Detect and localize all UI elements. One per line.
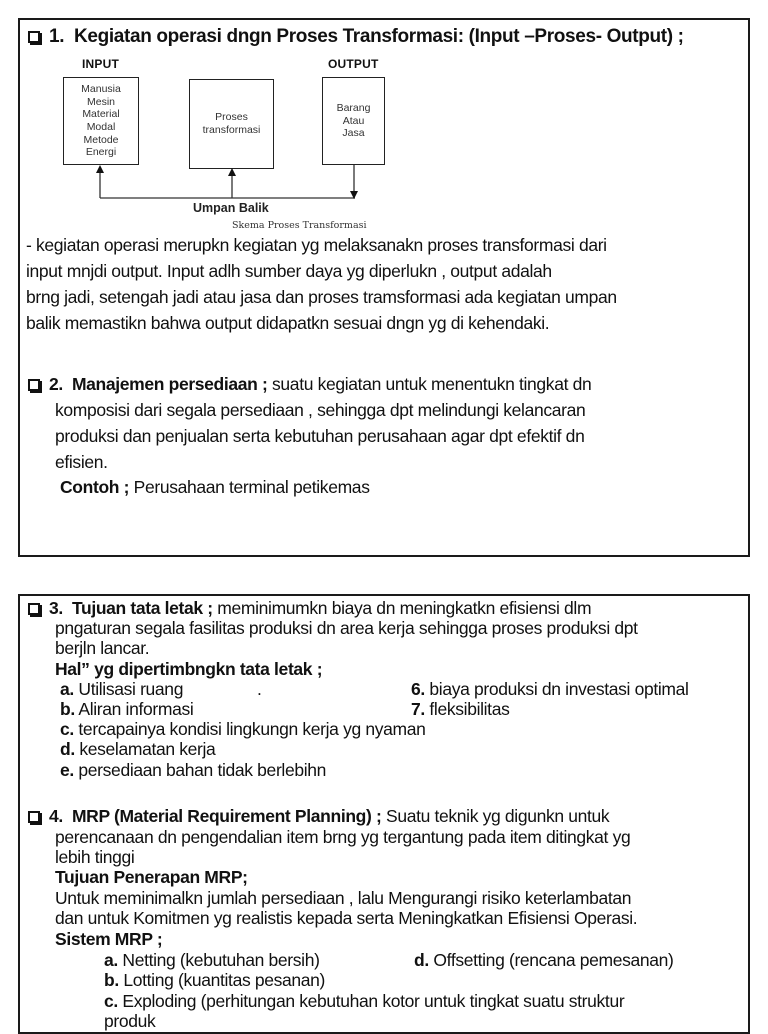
section-3-number: 3.: [49, 598, 63, 618]
output-item: Jasa: [342, 127, 365, 140]
process-item: Proses: [215, 111, 248, 124]
example-label: Contoh ;: [60, 477, 130, 497]
section-2-number: 2.: [49, 374, 63, 394]
mrp-goal-heading: [55, 867, 248, 888]
section-3-line: berjln lancar.: [55, 638, 150, 658]
item-key: d.: [60, 739, 75, 759]
system-heading-text: Sistem MRP ;: [55, 929, 163, 949]
output-item: Barang: [336, 102, 371, 115]
section-1-number: 1.: [49, 26, 65, 47]
input-item: Mesin: [86, 95, 115, 108]
subheading-text: Hal” yg dipertimbngkn tata letak ;: [55, 659, 323, 679]
item-text: Utilisasi ruang: [73, 679, 184, 699]
section-3-title: Tujuan tata letak ;: [71, 598, 213, 618]
section-4-heading: [28, 806, 609, 827]
section-2-title: Manajemen persediaan ;: [71, 374, 268, 394]
arrow-up-icon: [228, 168, 236, 176]
section-4-text: Suatu teknik yg digunkn untuk: [381, 806, 610, 826]
diagram-output-label: OUTPUT: [328, 57, 379, 71]
item-text: biaya produksi dn investasi optimal: [424, 679, 689, 699]
checkbox-bullet-icon: [28, 811, 40, 823]
mrp-goal-line: dan untuk Komitmen yg realistis kepada serta Meningkatkan Efisiensi Operasi.: [55, 908, 638, 928]
mrp-item-b: [104, 970, 325, 991]
item-key: c.: [104, 991, 118, 1011]
layout-item-6: [411, 679, 689, 700]
mrp-goal-line: Untuk meminimalkn jumlah persediaan , lalu Mengurangi risiko keterlambatan: [55, 888, 632, 908]
section-3-text: meminimumkn biaya dn meningkatkn efisiensi dlm: [212, 598, 592, 618]
item-text: keselamatan kerja: [74, 739, 216, 759]
stray-dot: .: [257, 679, 262, 699]
diagram-caption: Skema Proses Transformasi: [232, 220, 367, 231]
mrp-item-c: [104, 991, 624, 1012]
checkbox-bullet-icon: [28, 603, 40, 615]
item-key: a.: [60, 679, 74, 699]
layout-item-b: [60, 699, 193, 720]
layout-item-e: [60, 760, 326, 781]
item-text: Exploding (perhitungan kebutuhan kotor untuk tingkat suatu struktur: [117, 991, 625, 1011]
item-text: Lotting (kuantitas pesanan): [118, 970, 326, 990]
paragraph-line: input mnjdi output. Input adlh sumber daya yg diperlukn , output adalah: [26, 261, 552, 281]
mrp-item-a: [104, 950, 320, 971]
mrp-item-d: [414, 950, 674, 971]
paragraph-line: brng jadi, setengah jadi atau jasa dan proses tramsformasi ada kegiatan umpan: [26, 287, 617, 307]
item-text: fleksibilitas: [424, 699, 510, 719]
input-item: Metode: [83, 133, 119, 146]
section-2-example: [60, 477, 370, 498]
process-item: transformasi: [202, 124, 261, 136]
section-2-line: produksi dan penjualan serta kebutuhan perusahaan agar dpt efektif dn: [55, 426, 585, 446]
section-2-line: efisien.: [55, 452, 108, 472]
item-text: tercapainya kondisi lingkungn kerja yg nyaman: [73, 719, 426, 739]
layout-item-7: [411, 699, 509, 720]
layout-item-d: [60, 739, 215, 760]
feedback-label: Umpan Balik: [193, 201, 269, 215]
item-text: persediaan bahan tidak berlebihn: [73, 760, 327, 780]
section-3-subheading: [55, 659, 322, 680]
goal-heading-text: Tujuan Penerapan MRP;: [55, 867, 248, 887]
item-key: e.: [60, 760, 74, 780]
item-key: b.: [104, 970, 119, 990]
section-4-number: 4.: [49, 806, 63, 826]
input-item: Modal: [86, 121, 116, 133]
input-item: Material: [82, 108, 120, 121]
input-item: Manusia: [81, 83, 121, 96]
item-key: a.: [104, 950, 118, 970]
mrp-item-c-continuation: produk: [104, 1011, 156, 1031]
section-3-line: pngaturan segala fasilitas produksi dn area kerja sehingga proses produksi dpt: [55, 618, 638, 638]
output-item: Atau: [342, 114, 365, 127]
diagram-input-label: INPUT: [82, 57, 119, 71]
item-key: 6.: [411, 679, 425, 699]
section-4-line: lebih tinggi: [55, 847, 135, 867]
section-3-heading: [28, 598, 591, 619]
section-2-text: suatu kegiatan untuk menentukn tingkat dn: [267, 374, 592, 394]
section-4-line: perencanaan dn pengendalian item brng yg tergantung pada item ditingkat yg: [55, 827, 631, 847]
layout-item-c: [60, 719, 426, 740]
feedback-connectors: [0, 0, 768, 240]
input-item: Energi: [85, 146, 117, 159]
item-text: Netting (kebutuhan bersih): [117, 950, 320, 970]
checkbox-bullet-icon: [28, 379, 40, 391]
section-2-line: komposisi dari segala persediaan , sehingga dpt melindungi kelancaran: [55, 400, 586, 420]
item-key: 7.: [411, 699, 425, 719]
paragraph-line: - kegiatan operasi merupkn kegiatan yg melaksanakn proses transformasi dari: [26, 235, 607, 255]
section-2-heading: [28, 374, 591, 395]
item-text: Offsetting (rencana pemesanan): [428, 950, 674, 970]
section-1-title: Kegiatan operasi dngn Proses Transformasi: (Input –Proses- Output) ;: [74, 26, 684, 47]
item-key: d.: [414, 950, 429, 970]
example-text: Perusahaan terminal petikemas: [129, 477, 370, 497]
mrp-system-heading: [55, 929, 162, 950]
item-key: b.: [60, 699, 75, 719]
section-4-title: MRP (Material Requirement Planning) ;: [71, 806, 382, 826]
paragraph-line: balik memastikn bahwa output didapatkn sesuai dngn yg di kehendaki.: [26, 313, 550, 333]
arrow-up-icon: [96, 165, 104, 173]
item-key: c.: [60, 719, 74, 739]
layout-item-a: [60, 679, 183, 700]
item-text: Aliran informasi: [74, 699, 194, 719]
